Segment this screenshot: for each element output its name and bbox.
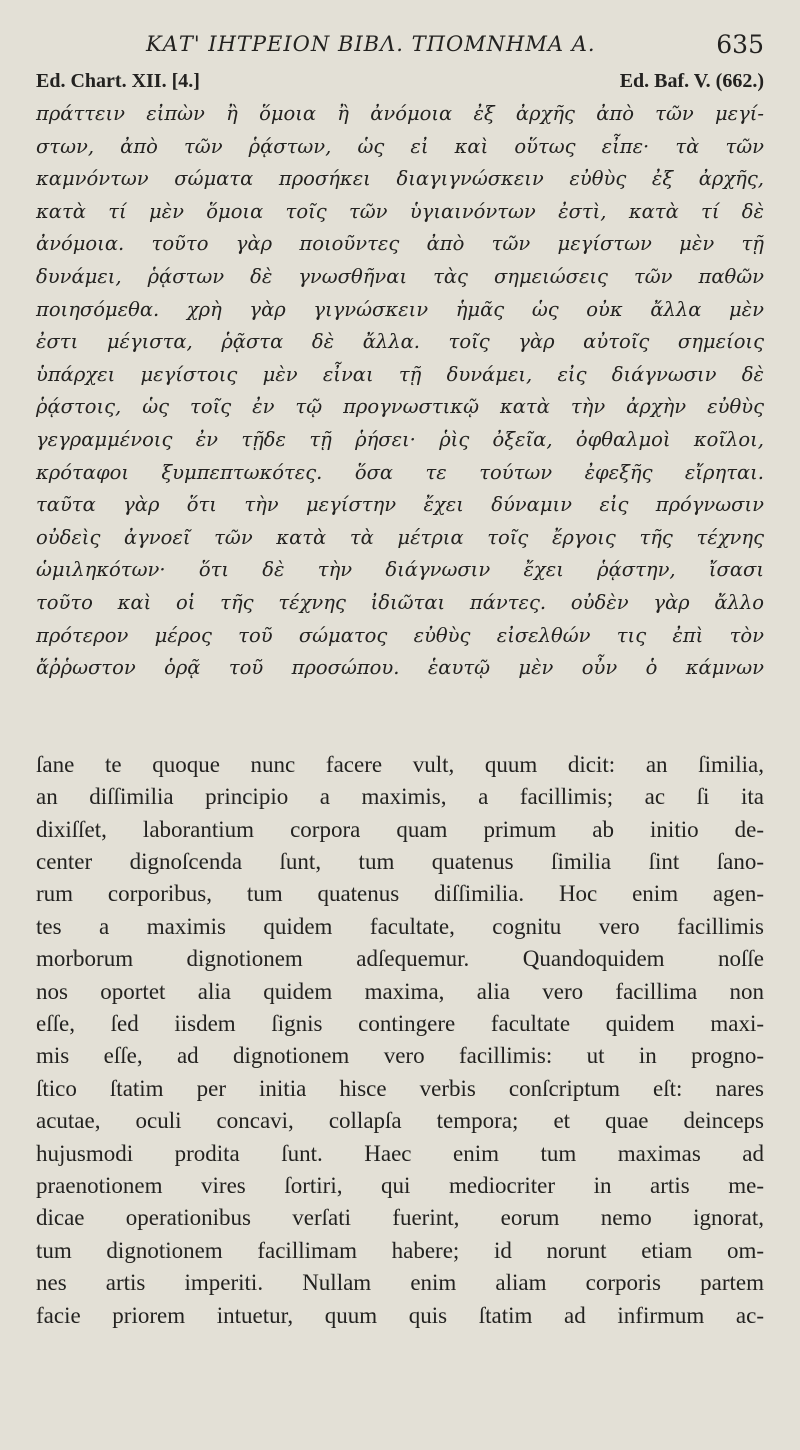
greek-line: ῥᾴστοις, ὡς τοῖς ἐν τῷ προγνωστικῷ κατὰ τὴν ἀρχὴν εὐθὺς xyxy=(36,395,764,419)
greek-line: ἄῤῥωστον ὁρᾷ τοῦ προσώπου. ἑαυτῷ μὲν οὖν ὁ κάμνων xyxy=(36,656,764,680)
greek-text-block xyxy=(36,98,764,685)
latin-text-block xyxy=(36,749,764,1332)
running-head xyxy=(36,24,764,64)
latin-line: rum corporibus, tum quatenus diſſimilia. Hoc enim agen- xyxy=(36,881,764,907)
section-spacer xyxy=(36,685,764,749)
latin-line: tes a maximis quidem facultate, cognitu vero facillimis xyxy=(36,913,764,939)
greek-line: ἀνόμοια. τοῦτο γὰρ ποιοῦντες ἀπὸ τῶν μεγίστων μὲν τῇ xyxy=(36,232,764,256)
edition-references xyxy=(36,64,764,98)
greek-line: ὑπάρχει μεγίστοις μὲν εἶναι τῇ δυνάμει, εἰς διάγνωσιν δὲ xyxy=(36,362,764,386)
greek-line: ἐστι μέγιστα, ῥᾷστα δὲ ἄλλα. τοῖς γὰρ αὐτοῖς σημείοις xyxy=(36,330,764,354)
greek-line: κρόταφοι ξυμπεπτωκότες. ὅσα τε τούτων ἐφεξῆς εἴρηται. xyxy=(36,460,764,484)
greek-line: τοῦτο καὶ οἱ τῆς τέχνης ἰδιῶται πάντες. οὐδὲν γὰρ ἄλλο xyxy=(36,590,764,614)
edition-basel: Ed. Baf. V. (662.) xyxy=(619,70,764,92)
greek-line: πρότερον μέρος τοῦ σώματος εὐθὺς εἰσελθών τις ἐπὶ τὸν xyxy=(36,623,764,647)
latin-line: mis eſſe, ad dignotionem vero facillimis: ut in progno- xyxy=(36,1043,764,1069)
latin-line: praenotionem vires ſortiri, qui mediocriter in artis me- xyxy=(36,1172,764,1198)
page-number: 635 xyxy=(716,30,764,59)
latin-line: dicae operationibus verſati fuerint, eorum nemo ignorat, xyxy=(36,1205,764,1231)
latin-line: nos oportet alia quidem maxima, alia vero facillima non xyxy=(36,978,764,1004)
greek-line: ταῦτα γὰρ ὅτι τὴν μεγίστην ἔχει δύναμιν εἰς πρόγνωσιν xyxy=(36,493,764,517)
greek-line: γεγραμμένοις ἐν τῇδε τῇ ῥήσει· ῥὶς ὀξεῖα, ὀφθαλμοὶ κοῖλοι, xyxy=(36,427,764,451)
latin-line: ſane te quoque nunc facere vult, quum dicit: an ſimilia, xyxy=(36,751,764,777)
running-title: ΚΑΤ' ΙΗΤΡΕΙΟΝ ΒΙΒΛ. ΤΠΟΜΝΗΜΑ Α. xyxy=(146,32,596,56)
greek-line: ὡμιληκότων· ὅτι δὲ τὴν διάγνωσιν ἔχει ῥᾴστην, ἴσασι xyxy=(36,558,764,582)
latin-line: morborum dignotionem adſequemur. Quandoquidem noſſe xyxy=(36,946,764,972)
latin-line: hujusmodi prodita ſunt. Haec enim tum maximas ad xyxy=(36,1140,764,1166)
greek-line: στων, ἀπὸ τῶν ῥᾴστων, ὡς εἰ καὶ οὕτως εἶπε· τὰ τῶν xyxy=(36,134,764,158)
latin-line: tum dignotionem facillimam habere; id norunt etiam om- xyxy=(36,1237,764,1263)
latin-line: nes artis imperiti. Nullam enim aliam corporis partem xyxy=(36,1270,764,1296)
latin-line: center dignoſcenda ſunt, tum quatenus ſimilia ſint ſano- xyxy=(36,848,764,874)
greek-line: ποιησόμεθα. χρὴ γὰρ γιγνώσκειν ἡμᾶς ὡς οὐκ ἄλλα μὲν xyxy=(36,297,764,321)
greek-line: δυνάμει, ῥᾴστων δὲ γνωσθῆναι τὰς σημειώσεις τῶν παθῶν xyxy=(36,264,764,288)
latin-line: facie priorem intuetur, quum quis ſtatim ad infirmum ac- xyxy=(36,1302,764,1328)
greek-line: καμνόντων σώματα προσήκει διαγιγνώσκειν εὐθὺς ἐξ ἀρχῆς, xyxy=(36,167,764,191)
latin-line: eſſe, ſed iisdem ſignis contingere facultate quidem maxi- xyxy=(36,1010,764,1036)
greek-line: κατὰ τί μὲν ὅμοια τοῖς τῶν ὑγιαινόντων ἐστὶ, κατὰ τί δὲ xyxy=(36,199,764,223)
latin-line: an diſſimilia principio a maximis, a facillimis; ac ſi ita xyxy=(36,784,764,810)
greek-line: οὐδεὶς ἀγνοεῖ τῶν κατὰ τὰ μέτρια τοῖς ἔργοις τῆς τέχνης xyxy=(36,525,764,549)
edition-chartier: Ed. Chart. XII. [4.] xyxy=(36,70,200,92)
latin-line: ſtico ſtatim per initia hisce verbis conſcriptum eſt: nares xyxy=(36,1075,764,1101)
latin-line: acutae, oculi concavi, collapſa tempora; et quae deinceps xyxy=(36,1108,764,1134)
latin-line: dixiſſet, laborantium corpora quam primum ab initio de- xyxy=(36,816,764,842)
greek-line: πράττειν εἰπὼν ἢ ὅμοια ἢ ἀνόμοια ἐξ ἀρχῆς ἀπὸ τῶν μεγί- xyxy=(36,102,764,125)
